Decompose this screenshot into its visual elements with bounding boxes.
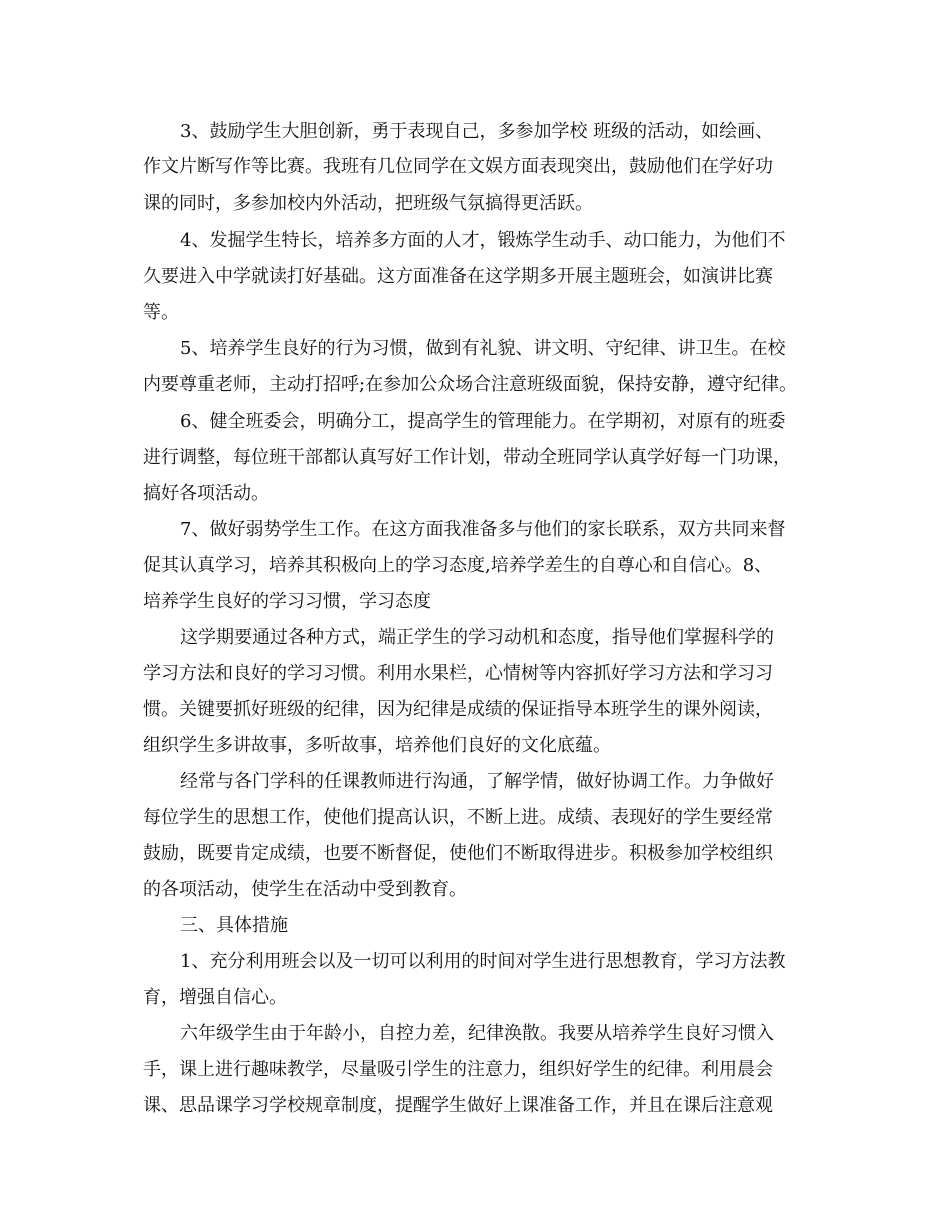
text-line: 每位学生的思想工作，使他们提高认识，不断上进。成绩、表现好的学生要经常 <box>143 807 773 828</box>
text-line: 久要进入中学就读打好基础。这方面准备在这学期多开展主题班会，如演讲比赛 <box>143 266 773 287</box>
text-line: 1、充分利用班会以及一切可以利用的时间对学生进行思想教育，学习方法教 <box>180 951 786 972</box>
text-line: 3、鼓励学生大胆创新，勇于表现自己，多参加学校 班级的活动，如绘画、 <box>180 121 774 142</box>
text-line: 鼓励，既要肯定成绩，也要不断督促，使他们不断取得进步。积极参加学校组织 <box>143 843 773 864</box>
text-line: 进行调整，每位班干部都认真写好工作计划，带动全班同学认真学好每一门功课， <box>143 447 791 468</box>
text-line: 组织学生多讲故事，多听故事，培养他们良好的文化底蕴。 <box>143 735 611 756</box>
text-line: 4、发掘学生特长，培养多方面的人才，锻炼学生动手、动口能力，为他们不 <box>180 230 786 251</box>
text-line: 搞好各项活动。 <box>143 483 269 504</box>
text-line: 育，增强自信心。 <box>143 987 287 1008</box>
text-line: 课、思品课学习学校规章制度，提醒学生做好上课准备工作，并且在课后注意观 <box>143 1095 773 1116</box>
text-line: 学习方法和良好的学习习惯。利用水果栏，心情树等内容抓好学习方法和学习习 <box>143 663 773 684</box>
text-line: 7、做好弱势学生工作。在这方面我准备多与他们的家长联系，双方共同来督 <box>180 519 786 540</box>
text-line: 课的同时，多参加校内外活动，把班级气氛搞得更活跃。 <box>143 193 593 214</box>
text-line: 等。 <box>143 302 179 323</box>
text-line: 内要尊重老师，主动打招呼;在参加公众场合注意班级面貌，保持安静，遵守纪律。 <box>143 374 798 395</box>
text-line: 促其认真学习，培养其积极向上的学习态度,培养学差生的自尊心和自信心。8、 <box>143 555 773 576</box>
text-line: 培养学生良好的学习习惯，学习态度 <box>143 591 431 612</box>
text-line: 这学期要通过各种方式，端正学生的学习动机和态度，指导他们掌握科学的 <box>180 627 774 648</box>
text-line: 的各项活动，使学生在活动中受到教育。 <box>143 879 467 900</box>
text-line: 作文片断写作等比赛。我班有几位同学在文娱方面表现突出，鼓励他们在学好功 <box>143 156 773 177</box>
section-heading: 三、具体措施 <box>180 915 288 936</box>
text-line: 经常与各门学科的任课教师进行沟通，了解学情，做好协调工作。力争做好 <box>180 771 774 792</box>
text-line: 六年级学生由于年龄小，自控力差，纪律涣散。我要从培养学生良好习惯入 <box>180 1023 774 1044</box>
text-line: 惯。关键要抓好班级的纪律，因为纪律是成绩的保证指导本班学生的课外阅读， <box>143 699 773 720</box>
text-line: 5、培养学生良好的行为习惯，做到有礼貌、讲文明、守纪律、讲卫生。在校 <box>180 338 786 359</box>
text-line: 6、健全班委会，明确分工，提高学生的管理能力。在学期初，对原有的班委 <box>180 411 786 432</box>
text-line: 手，课上进行趣味教学，尽量吸引学生的注意力，组织好学生的纪律。利用晨会 <box>143 1059 773 1080</box>
